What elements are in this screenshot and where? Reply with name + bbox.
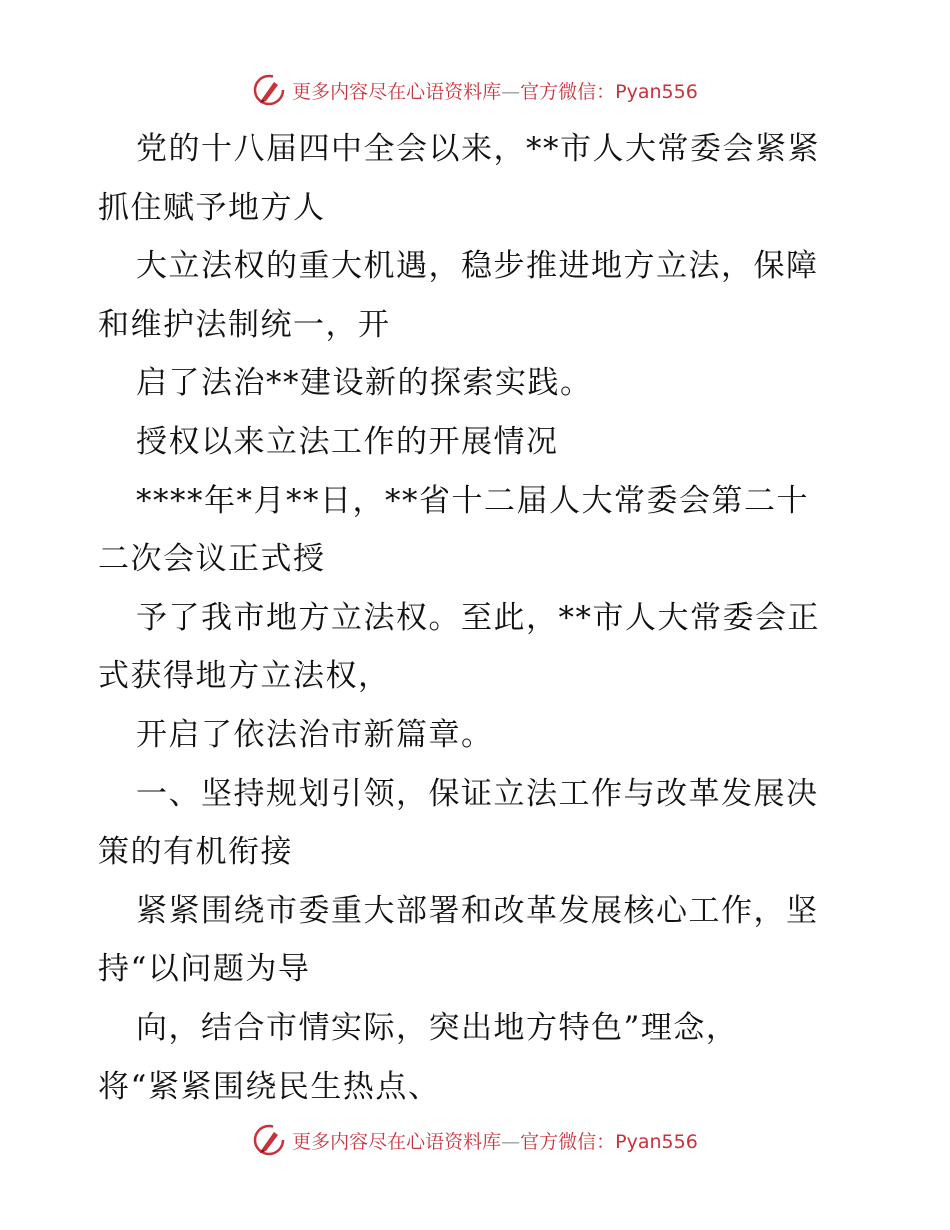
body-line: 二次会议正式授 (98, 541, 326, 578)
body-line: 大立法权的重大机遇，稳步推进地方立法，保障 (136, 248, 819, 285)
section-heading: 一、坚持规划引领，保证立法工作与改革发展决 (136, 775, 819, 812)
body-line: 将“紧紧围绕民生热点、 (98, 1068, 441, 1105)
watermark-separator: — (501, 80, 521, 103)
body-line: 启了法治**建设新的探索实践。 (136, 365, 593, 402)
section-heading-cont: 策的有机衔接 (98, 834, 293, 871)
header-watermark (0, 70, 950, 110)
watermark-text (292, 1127, 698, 1154)
section-heading: 授权以来立法工作的开展情况 (136, 423, 559, 460)
document-body (98, 120, 858, 1116)
watermark-brand: 更多内容尽在心语资料库 (292, 80, 502, 103)
pen-logo-icon (252, 1123, 286, 1157)
body-line: 紧紧围绕市委重大部署和改革发展核心工作，坚 (136, 892, 819, 929)
body-line: 予了我市地方立法权。至此，**市人大常委会正 (136, 599, 820, 636)
watermark-wechat: 官方微信：Pyan556 (520, 1130, 698, 1153)
watermark-text (292, 77, 698, 104)
watermark-brand: 更多内容尽在心语资料库 (292, 1130, 502, 1153)
body-line: 抓住赋予地方人 (98, 189, 326, 226)
pen-logo-icon (252, 73, 286, 107)
body-line: 党的十八届四中全会以来，**市人大常委会紧紧 (136, 131, 820, 167)
footer-watermark (0, 1120, 950, 1160)
body-line: 式获得地方立法权， (98, 658, 391, 695)
body-line: 和维护法制统一，开 (98, 306, 391, 343)
watermark-separator: — (501, 1130, 521, 1153)
body-line: 开启了依法治市新篇章。 (136, 716, 494, 753)
watermark-wechat: 官方微信：Pyan556 (520, 80, 698, 103)
body-line: 向，结合市情实际，突出地方特色”理念， (136, 1009, 739, 1046)
body-line: 持“以问题为导 (98, 951, 311, 988)
body-line: ****年*月**日，**省十二届人大常委会第二十 (136, 482, 809, 519)
